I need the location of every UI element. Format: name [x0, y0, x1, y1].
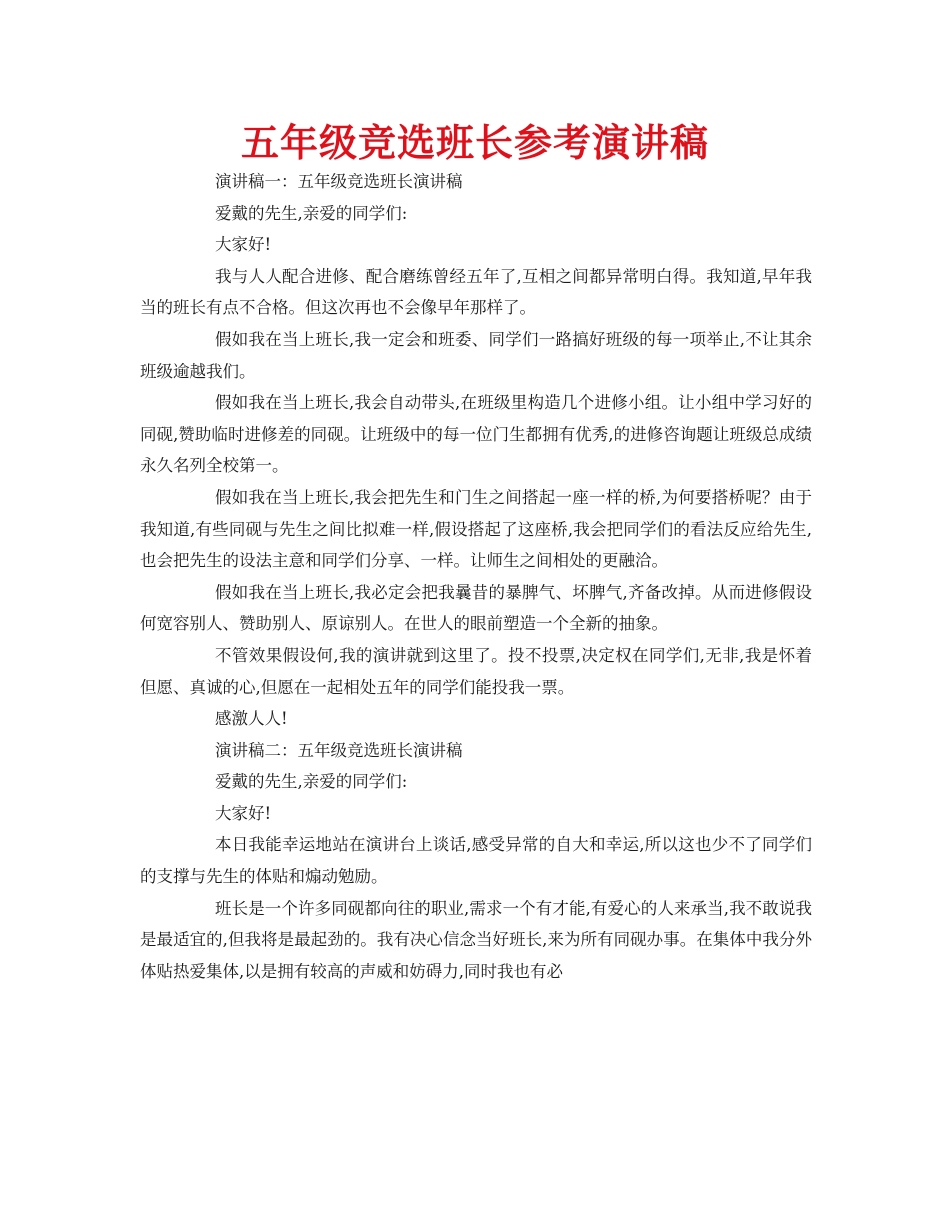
- paragraph: 爱戴的先生,亲爱的同学们:: [215, 203, 408, 223]
- paragraph: 大家好!: [215, 803, 272, 823]
- paragraph: 假如我在当上班长,我必定会把我曩昔的暴脾气、坏脾气,齐备改掉。从而进修假设何宽容别人、赞助别人、原谅别人。在世人的眼前塑造一个全新的抽象。: [140, 582, 812, 634]
- paragraph: 感激人人!: [215, 709, 288, 729]
- document-body: [140, 166, 812, 987]
- paragraph: 演讲稿一：五年级竞选班长演讲稿: [215, 172, 463, 191]
- paragraph: 假如我在当上班长,我会把先生和门生之间搭起一座一样的桥,为何要搭桥呢？由于我知道,有些同砚与先生之间比拟难一样,假设搭起了这座桥,我会把同学们的看法反应给先生,也会把先生的设法主意和同学们分享、一样。让师生之间相处的更融洽。: [140, 487, 812, 571]
- paragraph: 班长是一个许多同砚都向往的职业,需求一个有才能,有爱心的人来承当,我不敢说我是最适宜的,但我将是最起劲的。我有决心信念当好班长,来为所有同砚办事。在集体中我分外体贴热爱集体,以是拥有较高的声威和妨碍力,同时我也有必: [140, 898, 812, 981]
- paragraph: 假如我在当上班长,我一定会和班委、同学们一路搞好班级的每一项举止,不让其余班级逾越我们。: [140, 329, 812, 381]
- paragraph: 演讲稿二：五年级竞选班长演讲稿: [215, 740, 463, 760]
- paragraph: 我与人人配合进修、配合磨练曾经五年了,互相之间都异常明白得。我知道,早年我当的班长有点不合格。但这次再也不会像早年那样了。: [140, 266, 812, 318]
- paragraph: 不管效果假设何,我的演讲就到这里了。投不投票,决定权在同学们,无非,我是怀着但愿、真诚的心,但愿在一起相处五年的同学们能投我一票。: [140, 645, 812, 697]
- document-title: 五年级竞选班长参考演讲稿: [240, 121, 709, 165]
- paragraph: 假如我在当上班长,我会自动带头,在班级里构造几个进修小组。让小组中学习好的同砚,赞助临时进修差的同砚。让班级中的每一位门生都拥有优秀,的进修咨询题让班级总成绩永久名列全校第一。: [140, 393, 812, 476]
- paragraph: 大家好!: [215, 235, 272, 255]
- paragraph: 本日我能幸运地站在演讲台上谈话,感受异常的自大和幸运,所以这也少不了同学们的支撑与先生的体贴和煽动勉励。: [140, 835, 812, 887]
- paragraph: 爱戴的先生,亲爱的同学们:: [215, 772, 408, 792]
